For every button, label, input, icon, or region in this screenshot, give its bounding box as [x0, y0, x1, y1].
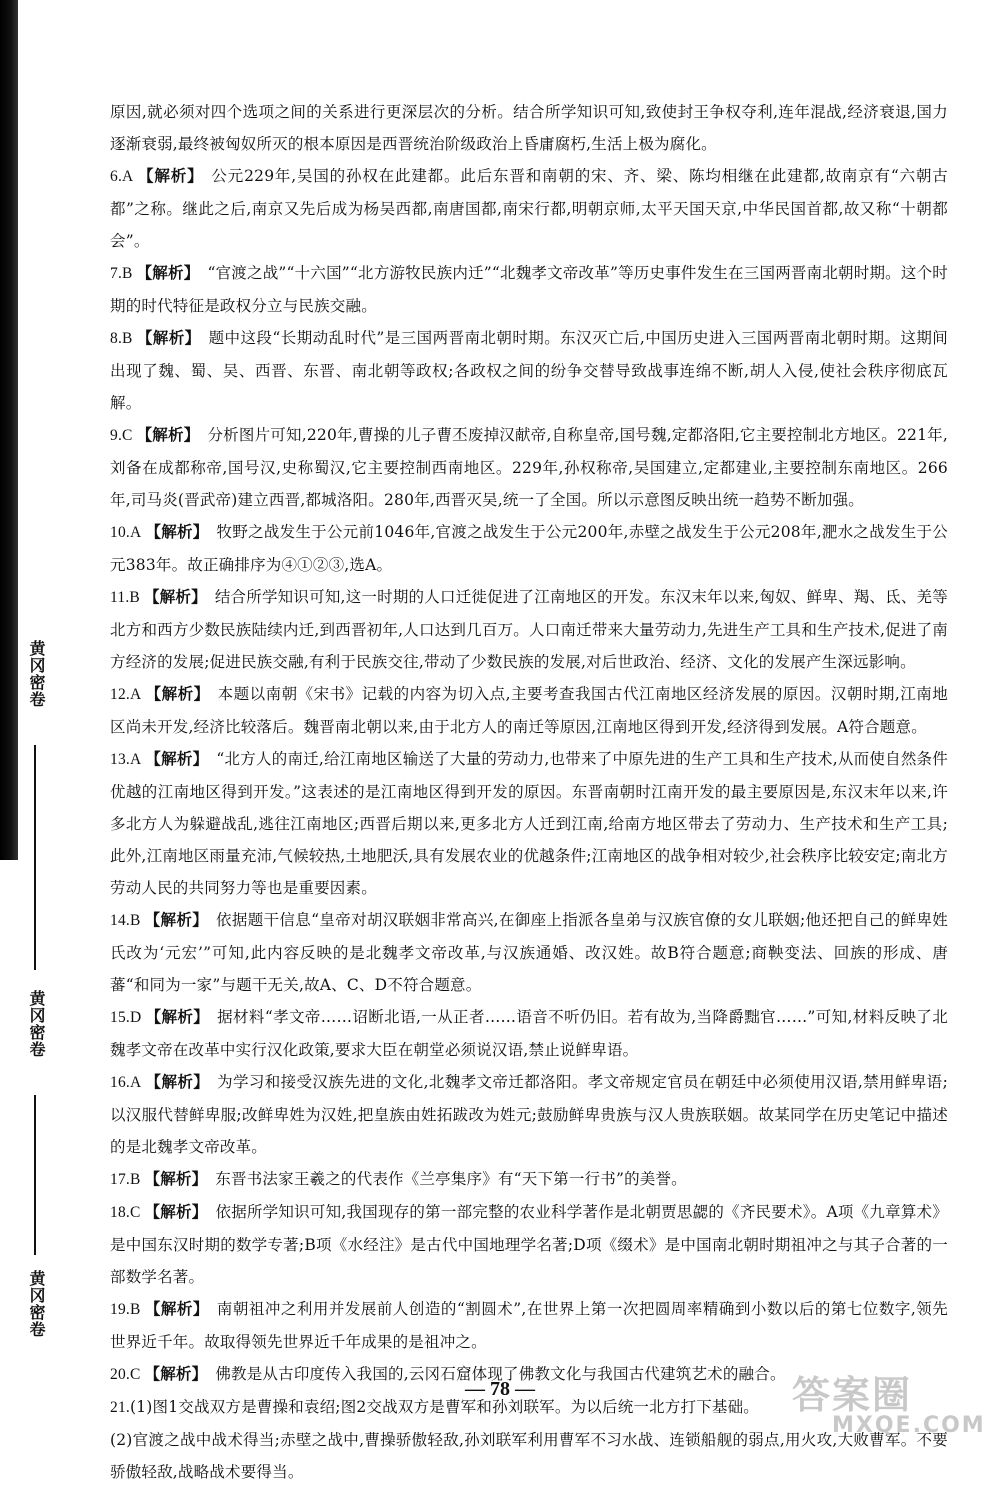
item-number: 8.B: [110, 330, 133, 347]
item-number: 17.B: [110, 1171, 141, 1188]
item-number: 13.A: [110, 751, 142, 768]
sidebar-label: 黄冈密卷: [27, 990, 46, 1058]
answer-item: [110, 160, 948, 257]
sidebar-label: 黄冈密卷: [27, 640, 46, 708]
answer-item: [110, 1066, 948, 1163]
item-text: 牧野之战发生于公元前1046年,官渡之战发生于公元200年,赤壁之战发生于公元208年,淝水之战发生于公元383年。故正确排序为④①②③,选A。: [110, 523, 948, 574]
item-text: 题中这段“长期动乱时代”是三国两晋南北朝时期。东汉灭亡后,中国历史进入三国两晋南北朝时期。这期间出现了魏、蜀、吴、西晋、东晋、南北朝等政权;各政权之间的纷争交替导致战事连绵不断,胡人入侵,使社会秩序彻底瓦解。: [110, 329, 948, 412]
answer-item: [110, 1196, 948, 1293]
analysis-tag: 【解析】: [145, 1072, 210, 1091]
answer-item: [110, 322, 948, 419]
item-text: 佛教是从古印度传入我国的,云冈石窟体现了佛教文化与我国古代建筑艺术的融合。: [215, 1365, 786, 1383]
item-text: 结合所学知识可知,这一时期的人口迁徙促进了江南地区的开发。东汉末年以来,匈奴、鲜卑、羯、氐、羌等北方和西方少数民族陆续内迁,到西晋初年,人口达到几百万。人口南迁带来大量劳动力,先进生产工具和生产技术,促进了南方经济的发展;促进民族交融,有利于民族交往,带动了少数民族的发展,对后世政治、经济、文化的发展产生深远影响。: [110, 588, 948, 671]
answer-item: [110, 904, 948, 1001]
sidebar-label: 黄冈密卷: [27, 1270, 46, 1338]
analysis-tag: 【解析】: [144, 1299, 209, 1318]
item-text: 南朝祖冲之利用并发展前人创造的“割圆术”,在世界上第一次把圆周率精确到小数以后的第七位数字,领先世界近千年。故取得领先世界近千年成果的是祖冲之。: [110, 1300, 948, 1351]
item-number: 12.A: [110, 686, 142, 703]
item-text: 据材料“孝文帝……诏断北语,一从正者……语音不听仍旧。若有故为,当降爵黜官……”可知,材料反映了北魏孝文帝在改革中实行汉化政策,要求大臣在朝堂必须说汉语,禁止说鲜卑语。: [110, 1008, 948, 1059]
watermark-logo: [792, 1364, 986, 1439]
item-number: 7.B: [110, 265, 133, 282]
analysis-tag: 【解析】: [145, 1007, 210, 1026]
answer-item: [110, 419, 948, 516]
item-number: 15.D: [110, 1009, 142, 1026]
answer-item: [110, 678, 948, 743]
margin-rule: [34, 1095, 36, 1255]
analysis-tag: 【解析】: [144, 1169, 208, 1188]
answer-item: [110, 743, 948, 904]
item-number: 14.B: [110, 912, 141, 929]
item-text: “官渡之战”“十六国”“北方游牧民族内迁”“北魏孝文帝改革”等历史事件发生在三国两晋南北朝时期。这个时期的时代特征是政权分立与民族交融。: [110, 264, 948, 315]
binding-margin: [22, 0, 52, 1447]
analysis-tag: 【解析】: [136, 263, 200, 282]
item-number: 9.C: [110, 427, 133, 444]
item-text: (2)官渡之战中战术得当;赤壁之战中,曹操骄傲轻敌,孙刘联军利用曹军不习水战、连锁船舰的弱点,用火攻,大败曹军。不要骄傲轻敌,战略战术要得当。: [110, 1431, 948, 1481]
item-number: 19.B: [110, 1301, 141, 1318]
answer-item: [110, 516, 948, 581]
answer-item: [110, 581, 948, 678]
item-text: 分析图片可知,220年,曹操的儿子曹丕废掉汉献帝,自称皇帝,国号魏,定都洛阳,它主要控制北方地区。221年,刘备在成都称帝,国号汉,史称蜀汉,它主要控制西南地区。229年,孙权称帝,吴国建立,定都建业,主要控制东南地区。266年,司马炎(晋武帝)建立西晋,都城洛阳。280年,西晋灭吴,统一了全国。所以示意图反映出统一趋势不断加强。: [110, 426, 948, 509]
answer-item: [110, 257, 948, 322]
analysis-tag: 【解析】: [144, 1364, 208, 1383]
analysis-tag: 【解析】: [145, 522, 209, 541]
item-text: 公元229年,吴国的孙权在此建都。此后东晋和南朝的宋、齐、梁、陈均相继在此建都,故南京有“六朝古都”之称。继此之后,南京又先后成为杨吴西都,南唐国都,南宋行都,明朝京师,太平天国天京,中华民国首都,故又称“十朝都会”。: [110, 167, 948, 250]
item-number: 21.: [110, 1399, 130, 1416]
answer-item: [110, 1163, 948, 1196]
analysis-tag: 【解析】: [144, 910, 209, 929]
analysis-tag: 【解析】: [137, 166, 204, 185]
analysis-tag: 【解析】: [145, 684, 210, 703]
analysis-tag: 【解析】: [136, 328, 201, 347]
analysis-tag: 【解析】: [143, 587, 207, 606]
analysis-tag: 【解析】: [144, 1202, 208, 1221]
item-number: 18.C: [110, 1204, 141, 1221]
watermark-url: MXQE.COM: [832, 1413, 986, 1438]
item-text: 本题以南朝《宋书》记载的内容为切入点,主要考查我国古代江南地区经济发展的原因。汉朝时期,江南地区尚未开发,经济比较落后。魏晋南北朝以来,由于北方人的南迁等原因,江南地区得到开发,经济得到发展。A符合题意。: [110, 685, 948, 736]
item-text: 为学习和接受汉族先进的文化,北魏孝文帝迁都洛阳。孝文帝规定官员在朝廷中必须使用汉语,禁用鲜卑语;以汉服代替鲜卑服;改鲜卑姓为汉姓,把皇族由姓拓跋改为姓元;鼓励鲜卑贵族与汉人贵族联姻。故某同学在历史笔记中描述的是北魏孝文帝改革。: [110, 1073, 948, 1156]
answer-item: [110, 1001, 948, 1066]
watermark-text: 答案圈: [792, 1373, 913, 1417]
margin-rule: [34, 745, 36, 970]
item-text: 依据题干信息“皇帝对胡汉联姻非常高兴,在御座上指派各皇弟与汉族官僚的女儿联姻;他还把自己的鲜卑姓氏改为‘元宏’”可知,此内容反映的是北魏孝文帝改革,与汉族通婚、改汉姓。故B符合题意;商鞅变法、回族的形成、唐蕃“和同为一家”与题干无关,故A、C、D不符合题意。: [110, 911, 948, 994]
item-number: 11.B: [110, 589, 140, 606]
item-text: (1)图1交战双方是曹操和袁绍;图2交战双方是曹军和孙刘联军。为以后统一北方打下基础。: [129, 1398, 759, 1416]
item-number: 10.A: [110, 524, 142, 541]
item-text: “北方人的南迁,给江南地区输送了大量的劳动力,也带来了中原先进的生产工具和生产技术,从而使自然条件优越的江南地区得到开发。”这表述的是江南地区得到开发的原因。东晋南朝时江南开发的最主要原因是,东汉末年以来,许多北方人为躲避战乱,逃往江南地区;西晋后期以来,更多北方人迁到江南,给南方地区带去了劳动力、生产技术和生产工具;此外,江南地区雨量充沛,气候较热,土地肥沃,具有发展农业的优越条件;江南地区的战争相对较少,社会秩序比较安定;南北方劳动人民的共同努力等也是重要因素。: [110, 750, 948, 897]
scan-edge-shadow: [0, 0, 18, 860]
answer-body: [110, 96, 948, 1488]
analysis-tag: 【解析】: [145, 749, 209, 768]
analysis-tag: 【解析】: [136, 425, 200, 444]
page-number: — 78 —: [465, 1378, 535, 1400]
item-number: 16.A: [110, 1074, 142, 1091]
item-text: 东晋书法家王羲之的代表作《兰亭集序》有“天下第一行书”的美誉。: [215, 1170, 687, 1188]
answer-paragraph: [110, 96, 948, 160]
item-number: 6.A: [110, 168, 134, 185]
answer-item: [110, 1293, 948, 1358]
item-text: 依据所学知识可知,我国现存的第一部完整的农业科学著作是北朝贾思勰的《齐民要术》。A项《九章算术》是中国东汉时期的数学专著;B项《水经注》是古代中国地理学名著;D项《缀术》是中国南北朝时期祖冲之与其子合著的一部数学名著。: [110, 1203, 948, 1286]
paragraph-text: 原因,就必须对四个选项之间的关系进行更深层次的分析。结合所学知识可知,致使封王争权夺利,连年混战,经济衰退,国力逐渐衰弱,最终被匈奴所灭的根本原因是西晋统治阶级政治上昏庸腐朽,生活上极为腐化。: [110, 103, 948, 153]
item-number: 20.C: [110, 1366, 141, 1383]
